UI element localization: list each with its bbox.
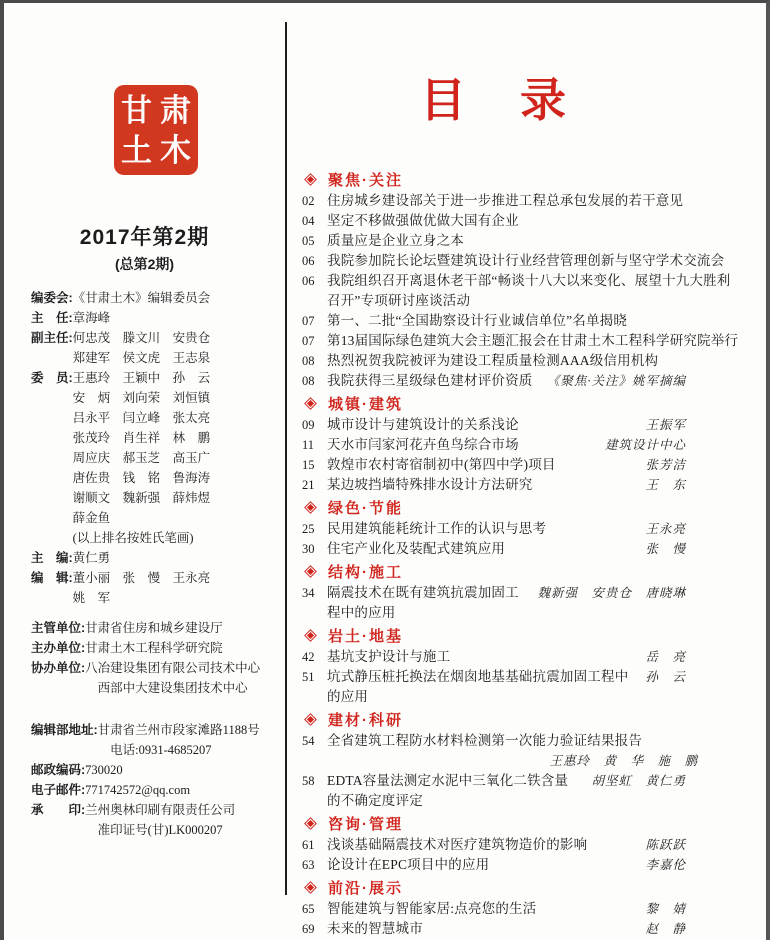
masthead-value: [85, 780, 190, 800]
toc-entry-title: 住房城乡建设部关于进一步推进工程总承包发展的若干意见: [327, 193, 684, 208]
toc-entry-page-number: 02: [302, 194, 315, 208]
masthead-label: 邮政编码:: [31, 763, 86, 777]
masthead-line: 771742572@qq.com: [85, 783, 191, 797]
toc-entry-authors: 张芳洁: [645, 458, 686, 472]
masthead-row: [31, 308, 285, 328]
toc-entry-authors: 王 东: [645, 478, 686, 492]
toc-entry: [302, 435, 742, 455]
masthead-value: [73, 288, 211, 308]
toc-entry-authors: 黎 婧: [645, 902, 686, 916]
toc-section-name: 咨询·管理: [328, 815, 403, 833]
masthead-row: [31, 328, 285, 368]
toc-section-items: [302, 583, 742, 623]
toc-entry-title: 我院获得三星级绿色建材评价资质: [327, 373, 533, 388]
toc-section-name: 绿色·节能: [328, 499, 403, 517]
masthead-line: 甘肃土木工程科学研究院: [85, 641, 223, 655]
toc-entry-page-number: 30: [302, 542, 315, 556]
masthead-group: [31, 618, 285, 698]
toc-entry-title: 住宅产业化及装配式建筑应用: [327, 541, 506, 556]
diamond-inner-outline: [306, 818, 316, 828]
masthead-line: 甘肃省兰州市段家滩路1188号: [97, 723, 260, 737]
seal-char: 土: [121, 132, 152, 168]
masthead-row: [31, 760, 285, 780]
diamond-inner-outline: [306, 630, 316, 640]
masthead-line: 周应庆 郝玉芝 高玉广: [72, 451, 211, 465]
masthead-line: 电话:0931-4685207: [97, 743, 212, 757]
toc-list: [302, 169, 742, 939]
diamond-inner-outline: [306, 502, 316, 512]
toc-entry-title: 某边坡挡墙特殊排水设计方法研究: [327, 477, 533, 492]
toc-entry: [302, 539, 742, 559]
journal-seal-logo: [114, 85, 198, 175]
toc-section-name: 聚焦·关注: [328, 171, 403, 189]
masthead-row: [31, 658, 285, 698]
toc-entry-title: 全省建筑工程防水材料检测第一次能力验证结果报告: [327, 733, 643, 748]
toc-entry: [302, 855, 742, 875]
toc-section-header: [302, 497, 742, 517]
toc-entry-page-number: 51: [302, 670, 315, 684]
section-diamond-icon: [304, 881, 317, 894]
toc-entry: [302, 331, 742, 351]
diamond-inner-outline: [306, 882, 316, 892]
toc-section: [302, 497, 742, 559]
toc-entry-page-number: 61: [302, 838, 315, 852]
masthead-line: 唐佐贵 钱 铭 鲁海涛: [72, 471, 211, 485]
masthead-value: [73, 368, 211, 548]
toc-entry-title: EDTA容量法测定水泥中三氧化二铁含量的不确定度评定: [327, 773, 569, 808]
toc-section-header: [302, 625, 742, 645]
toc-entry-page-number: 58: [302, 774, 315, 788]
toc-entry-page-number: 15: [302, 458, 315, 472]
toc-entry-title: 热烈祝贺我院被评为建设工程质量检测AAA级信用机构: [327, 353, 659, 368]
masthead-line: 郑建军 侯文虎 王志泉: [72, 351, 211, 365]
toc-section-items: [302, 415, 742, 495]
toc-entry: [302, 899, 742, 919]
masthead-label: 委 员:: [31, 371, 73, 385]
section-diamond-icon: [304, 817, 317, 830]
toc-entry-title: 坚定不移做强做优做大国有企业: [327, 213, 519, 228]
toc-entry: [302, 455, 742, 475]
masthead-value: [73, 328, 211, 368]
toc-entry: [302, 351, 742, 371]
masthead-value: [73, 308, 111, 328]
toc-entry: [302, 311, 742, 331]
toc-entry-title: 隔震技术在既有建筑抗震加固工程中的应用: [327, 585, 519, 620]
toc-entry-title: 坑式静压桩托换法在烟囱地基基础抗震加固工程中的应用: [327, 669, 629, 704]
toc-entry-page-number: 11: [302, 438, 315, 452]
toc-section: [302, 393, 742, 495]
toc-entry-page-number: 07: [302, 314, 315, 328]
toc-entry-title: 第13届国际绿色建筑大会主题汇报会在甘肃土木工程科学研究院举行: [327, 333, 739, 348]
masthead-line: 甘肃省住房和城乡建设厅: [85, 621, 223, 635]
toc-entry-page-number: 65: [302, 902, 315, 916]
toc-entry-authors: 《聚焦·关注》姚军摘编: [546, 374, 686, 388]
masthead-row: [31, 780, 285, 800]
masthead-line: 董小丽 张 慢 王永亮: [72, 571, 211, 585]
toc-section: [302, 561, 742, 623]
toc-entry-page-number: 34: [302, 586, 315, 600]
toc-entry-page-number: 63: [302, 858, 315, 872]
toc-entry: [302, 771, 742, 811]
toc-section-items: [302, 899, 742, 939]
toc-section-items: [302, 731, 742, 811]
toc-entry-title: 质量应是企业立身之本: [327, 233, 464, 248]
toc-entry-authors: 魏新强 安贵仓 唐晓琳: [537, 586, 686, 600]
diamond-inner-outline: [306, 566, 316, 576]
section-diamond-icon: [304, 629, 317, 642]
masthead-value: [73, 568, 211, 608]
masthead-group: [31, 720, 285, 840]
masthead-line: 姚 军: [72, 591, 111, 605]
masthead-label: 副主任:: [31, 331, 73, 345]
toc-entry-page-number: 05: [302, 234, 315, 248]
toc-column: [287, 3, 766, 940]
toc-entry-page-number: 07: [302, 334, 315, 348]
toc-section-items: [302, 647, 742, 707]
masthead-value: [85, 618, 223, 638]
masthead-value: [85, 658, 260, 698]
diamond-inner-outline: [306, 398, 316, 408]
masthead-label: 编委会:: [31, 291, 73, 305]
toc-entry-authors: 张 慢: [645, 542, 686, 556]
toc-section-header: [302, 877, 742, 897]
masthead-value: [73, 548, 111, 568]
toc-entry: [302, 231, 742, 251]
diamond-inner-outline: [306, 174, 316, 184]
toc-entry-title: 我院参加院长论坛暨建筑设计行业经营管理创新与坚守学术交流会: [327, 253, 725, 268]
toc-entry-page-number: 42: [302, 650, 315, 664]
toc-entry-authors: 李嘉伦: [645, 858, 686, 872]
masthead-label: 主 编:: [31, 551, 73, 565]
toc-entry: [302, 475, 742, 495]
diamond-inner-outline: [306, 714, 316, 724]
toc-section-header: [302, 169, 742, 189]
toc-entry: [302, 835, 742, 855]
toc-section: [302, 625, 742, 707]
masthead-label: 主办单位:: [31, 641, 86, 655]
toc-entry: [302, 919, 742, 939]
toc-entry-title: 基坑支护设计与施工: [327, 649, 451, 664]
toc-entry-page-number: 08: [302, 374, 315, 388]
masthead-line: 黄仁勇: [72, 551, 111, 565]
toc-entry: [302, 583, 742, 623]
toc-entry-authors: 王振军: [645, 418, 686, 432]
toc-section-name: 城镇·建筑: [328, 395, 403, 413]
toc-entry-title: 浅谈基础隔震技术对医疗建筑物造价的影响: [327, 837, 588, 852]
masthead-value: [85, 638, 223, 658]
masthead-line: 薛金鱼: [72, 511, 111, 525]
masthead-label: 协办单位:: [31, 661, 86, 675]
masthead-row: [31, 800, 285, 840]
section-diamond-icon: [304, 173, 317, 186]
masthead-line: (以上排名按姓氏笔画): [72, 531, 194, 545]
masthead-value: [98, 720, 260, 760]
toc-entry-title: 智能建筑与智能家居:点亮您的生活: [327, 901, 537, 916]
toc-entry: [302, 647, 742, 667]
toc-entry-authors: 王惠玲 黄 华 施 鹏: [549, 754, 698, 768]
toc-entry-page-number: 04: [302, 214, 315, 228]
toc-entry: [302, 371, 742, 391]
toc-entry-page-number: 06: [302, 254, 315, 268]
toc-section-name: 结构·施工: [328, 563, 403, 581]
toc-section: [302, 709, 742, 811]
toc-section: [302, 813, 742, 875]
masthead-row: [31, 288, 285, 308]
section-diamond-icon: [304, 397, 317, 410]
masthead-line: 兰州奥林印刷有限责任公司: [85, 803, 236, 817]
toc-section-header: [302, 709, 742, 729]
toc-entry-title: 天水市闫家河花卉鱼鸟综合市场: [327, 437, 519, 452]
toc-entry-page-number: 54: [302, 734, 315, 748]
masthead-line: 八冶建设集团有限公司技术中心: [85, 661, 261, 675]
toc-entry-authors: 胡坚虹 黄仁勇: [591, 774, 686, 788]
toc-entry-title: 未来的智慧城市: [327, 921, 423, 936]
toc-section-header: [302, 813, 742, 833]
toc-entry-page-number: 21: [302, 478, 315, 492]
masthead-row: [31, 638, 285, 658]
seal-char: 甘: [121, 92, 152, 128]
masthead-row: [31, 618, 285, 638]
toc-entry-authors: 王永亮: [645, 522, 686, 536]
toc-entry-title: 城市设计与建筑设计的关系浅论: [327, 417, 519, 432]
masthead-label: 主管单位:: [31, 621, 86, 635]
masthead-line: 张茂玲 肖生祥 林 鹏: [72, 431, 211, 445]
masthead-row: [31, 568, 285, 608]
masthead-line: 王惠玲 王颖中 孙 云: [72, 371, 211, 385]
toc-section-name: 岩土·地基: [328, 627, 403, 645]
masthead-line: 730020: [85, 763, 123, 777]
masthead-line: 《甘肃土木》编辑委员会: [72, 291, 211, 305]
toc-section-header: [302, 393, 742, 413]
toc-entry-title: 敦煌市农村寄宿制初中(第四中学)项目: [327, 457, 556, 472]
masthead-line: 吕永平 闫立峰 张太亮: [72, 411, 211, 425]
toc-section-items: [302, 519, 742, 559]
masthead-row: [31, 720, 285, 760]
toc-section-items: [302, 835, 742, 875]
section-diamond-icon: [304, 713, 317, 726]
masthead-value: [85, 800, 235, 840]
toc-entry: [302, 211, 742, 231]
toc-entry-page-number: 69: [302, 922, 315, 936]
masthead-column: [4, 3, 285, 940]
toc-section-header: [302, 561, 742, 581]
seal-char: 木: [160, 132, 191, 168]
masthead-info: [31, 288, 285, 840]
masthead-row: [31, 368, 285, 548]
masthead-label: 电子邮件:: [31, 783, 86, 797]
masthead-line: 准印证号(甘)LK000207: [85, 823, 223, 837]
toc-entry-title: 第一、二批“全国勘察设计行业诚信单位”名单揭晓: [327, 313, 628, 328]
issue-title: 2017年第2期: [79, 226, 210, 249]
seal-char: 肃: [160, 92, 191, 128]
masthead-line: 何忠茂 滕文川 安贵仓: [72, 331, 211, 345]
toc-entry-page-number: 25: [302, 522, 315, 536]
toc-section-items: [302, 191, 742, 391]
masthead-line: 西部中大建设集团技术中心: [85, 681, 248, 695]
masthead-line: 章海峰: [72, 311, 111, 325]
toc-entry-authors: 建筑设计中心: [604, 438, 686, 452]
page-title: 目 录: [420, 74, 570, 126]
masthead-value: [85, 760, 123, 780]
toc-entry-title: 论设计在EPC项目中的应用: [327, 857, 490, 872]
toc-entry-page-number: 09: [302, 418, 315, 432]
toc-section-name: 建材·科研: [328, 711, 403, 729]
issue-subtitle: (总第2期): [114, 256, 175, 272]
masthead-line: 安 炳 刘向荣 刘恒镇: [72, 391, 211, 405]
section-diamond-icon: [304, 501, 317, 514]
toc-section: [302, 169, 742, 391]
masthead-row: [31, 548, 285, 568]
toc-entry: [302, 731, 742, 771]
toc-entry: [302, 251, 742, 271]
toc-entry: [302, 519, 742, 539]
masthead-label: 承 印:: [31, 803, 86, 817]
toc-entry-page-number: 08: [302, 354, 315, 368]
masthead-group: [31, 288, 285, 608]
masthead-line: 谢顺文 魏新强 薛炜煜: [72, 491, 211, 505]
masthead-label: 编 辑:: [31, 571, 73, 585]
masthead-label: 主 任:: [31, 311, 73, 325]
toc-entry-authors: 孙 云: [645, 670, 686, 684]
toc-entry-authors: 岳 亮: [645, 650, 686, 664]
toc-entry-authors: 陈跃跃: [645, 838, 686, 852]
toc-section: [302, 877, 742, 939]
section-diamond-icon: [304, 565, 317, 578]
toc-entry: [302, 667, 742, 707]
toc-entry-title: 民用建筑能耗统计工作的认识与思考: [327, 521, 547, 536]
masthead-label: 编辑部地址:: [31, 723, 98, 737]
toc-entry-title: 我院组织召开离退休老干部“畅谈十八大以来变化、展望十九大胜利召开”专项研讨座谈活动: [327, 273, 731, 308]
toc-entry: [302, 271, 742, 311]
toc-entry: [302, 415, 742, 435]
toc-entry: [302, 191, 742, 211]
toc-entry-page-number: 06: [302, 274, 315, 288]
toc-section-name: 前沿·展示: [328, 879, 403, 897]
toc-entry-authors: 赵 静: [645, 922, 686, 936]
